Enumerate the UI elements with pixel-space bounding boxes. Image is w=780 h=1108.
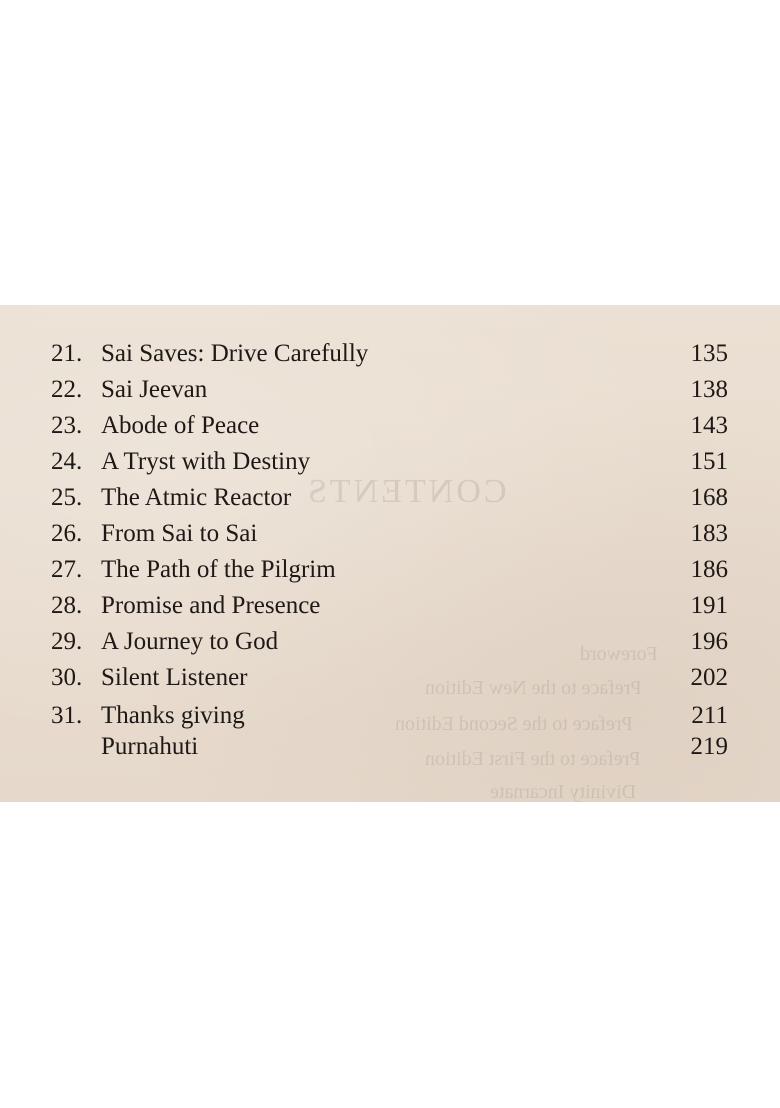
entry-number: 30.	[51, 664, 83, 691]
entry-page-number: 186	[690, 556, 728, 583]
bleed-line: Preface to the New Edition	[425, 677, 642, 699]
toc-entry	[0, 729, 780, 765]
toc-entry	[0, 372, 780, 408]
entry-title: Silent Listener	[101, 664, 248, 691]
entry-title: Abode of Peace	[101, 412, 260, 439]
entry-title: From Sai to Sai	[101, 520, 258, 547]
entry-page-number: 183	[690, 520, 728, 547]
toc-entry	[0, 480, 780, 516]
toc-entry	[0, 624, 780, 660]
toc-entry	[0, 588, 780, 624]
entry-number: 22.	[51, 376, 83, 403]
entry-number: 28.	[51, 592, 83, 619]
entry-number: 27.	[51, 556, 83, 583]
scanned-page	[0, 305, 780, 802]
entry-title: The Path of the Pilgrim	[101, 556, 336, 583]
toc-entry	[0, 660, 780, 696]
entry-title: Sai Jeevan	[101, 376, 208, 403]
entry-page-number: 202	[690, 664, 728, 691]
entry-page-number: 135	[690, 340, 728, 367]
toc-entry	[0, 444, 780, 480]
entry-number: 26.	[51, 520, 83, 547]
entry-page-number: 143	[690, 412, 728, 439]
entry-page-number: 151	[690, 448, 728, 475]
entry-title: Promise and Presence	[101, 592, 321, 619]
table-of-contents	[0, 305, 780, 802]
entry-page-number: 196	[690, 628, 728, 655]
entry-number: 24.	[51, 448, 83, 475]
toc-entry	[0, 516, 780, 552]
entry-number: 25.	[51, 484, 83, 511]
entry-number: 31.	[51, 702, 83, 729]
entry-title: The Atmic Reactor	[101, 484, 292, 511]
entry-title: Thanks giving	[101, 702, 245, 729]
bleed-line: Preface to the First Edition	[425, 748, 641, 770]
entry-title: Purnahuti	[101, 733, 199, 760]
entry-number: 21.	[51, 340, 83, 367]
entry-page-number: 168	[690, 484, 728, 511]
bleed-line: Preface to the Second Edition	[395, 713, 633, 735]
bleed-line: Divinity Incarnate	[490, 781, 637, 802]
entry-page-number: 191	[690, 592, 728, 619]
toc-entry	[0, 408, 780, 444]
entry-page-number: 138	[690, 376, 728, 403]
entry-page-number: 219	[690, 733, 728, 760]
toc-entry	[0, 336, 780, 372]
entry-title: A Journey to God	[101, 628, 279, 655]
bleed-heading: CONTENTS	[305, 473, 507, 510]
entry-title: A Tryst with Destiny	[101, 448, 311, 475]
entry-page-number: 211	[691, 702, 728, 729]
toc-entry	[0, 552, 780, 588]
entry-title: Sai Saves: Drive Carefully	[101, 340, 369, 367]
entry-number: 29.	[51, 628, 83, 655]
bleed-line: Foreword	[580, 643, 658, 665]
entry-number: 23.	[51, 412, 83, 439]
